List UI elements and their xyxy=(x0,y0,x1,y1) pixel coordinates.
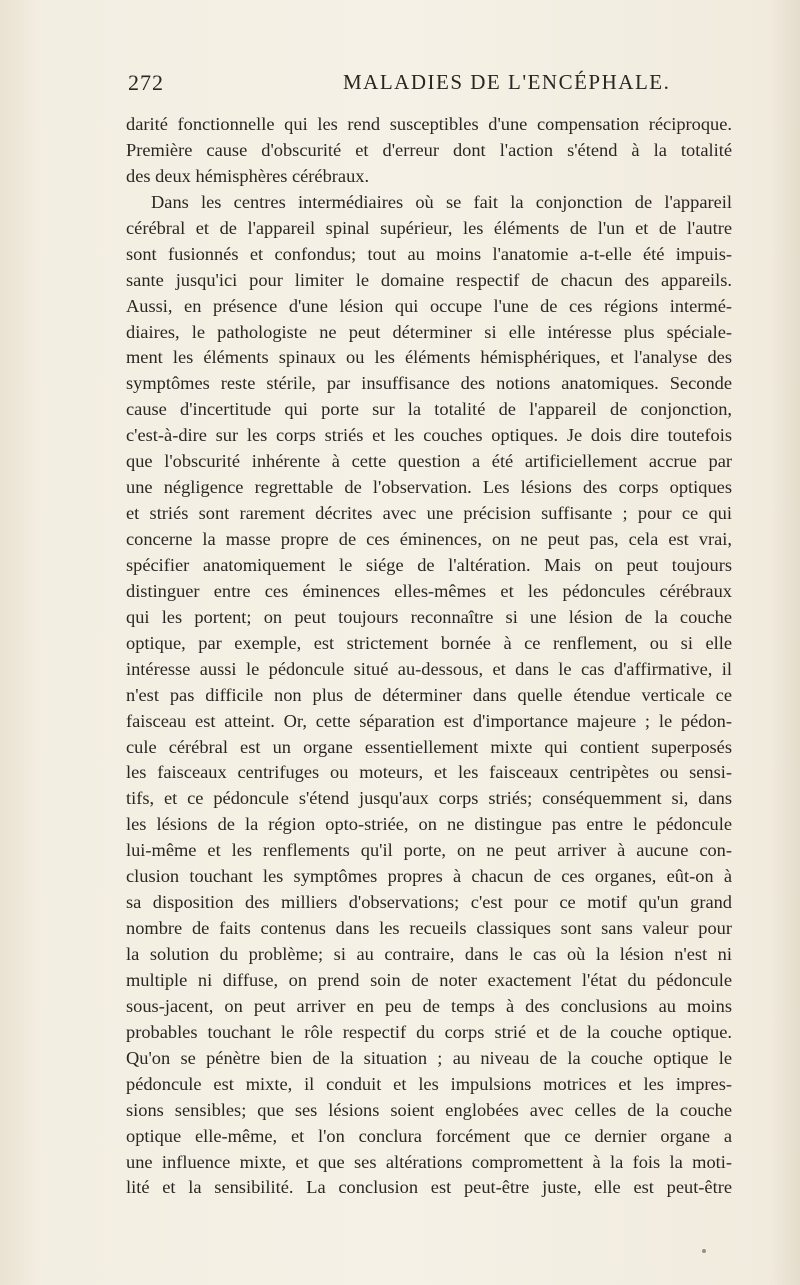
text-line: cause d'incertitude qui porte sur la totalité de l'appareil de conjonction, xyxy=(126,399,732,420)
text-line: cule cérébral est un organe essentiellement mixte qui contient superposés xyxy=(126,736,732,757)
text-line: des deux hémisphères cérébraux. xyxy=(126,165,370,186)
ink-speck xyxy=(702,1249,706,1253)
text-line: sous-jacent, on peut arriver en peu de temps à des conclusions au moins xyxy=(126,995,732,1016)
text-line: sions sensibles; que ses lésions soient englobées avec celles de la couche xyxy=(126,1099,732,1120)
text-line: ment les éléments spinaux ou les éléments hémisphériques, et l'analyse des xyxy=(126,347,732,368)
body-text xyxy=(126,112,732,1201)
text-line: optique, par exemple, est strictement bornée à ce renflement, ou si elle xyxy=(126,632,732,653)
text-line: nombre de faits contenus dans les recueils classiques sont sans valeur pour xyxy=(126,918,732,939)
text-line: spécifier anatomiquement le siége de l'altération. Mais on peut toujours xyxy=(126,554,732,575)
text-line: cérébral et de l'appareil spinal supérieur, les éléments de l'un et de l'autre xyxy=(126,217,732,238)
text-line: Dans les centres intermédiaires où se fait la conjonction de l'appareil xyxy=(151,191,732,212)
text-line: que l'obscurité inhérente à cette question a été artificiellement accrue par xyxy=(126,451,732,472)
text-line: symptômes reste stérile, par insuffisance des notions anatomiques. Seconde xyxy=(126,373,732,394)
text-line: une négligence regrettable de l'observation. Les lésions des corps optiques xyxy=(126,477,732,498)
text-line: distinguer entre ces éminences elles-mêmes et les pédoncules cérébraux xyxy=(126,580,732,601)
text-line: faisceau est atteint. Or, cette séparation est d'importance majeure ; le pédon- xyxy=(126,710,732,731)
page-number: 272 xyxy=(128,70,164,95)
text-line: probables touchant le rôle respectif du corps strié et de la couche optique. xyxy=(126,1021,732,1042)
text-line: optique elle-même, et l'on conclura forcément que ce dernier organe a xyxy=(126,1125,732,1146)
text-line: concerne la masse propre de ces éminences, on ne peut pas, cela est vrai, xyxy=(126,529,732,549)
text-line: tifs, et ce pédoncule s'étend jusqu'aux corps striés; conséquemment si, dans xyxy=(126,788,732,809)
text-line: multiple ni diffuse, on prend soin de noter exactement l'état du pédoncule xyxy=(126,969,732,990)
text-line: la solution du problème; si au contraire, dans le cas où la lésion n'est ni xyxy=(126,944,732,964)
text-line: les lésions de la région opto-striée, on ne distingue pas entre le pédoncule xyxy=(126,814,732,835)
text-line: sont fusionnés et confondus; tout au moins l'anatomie a-t-elle été impuis- xyxy=(126,243,732,264)
text-line: les faisceaux centrifuges ou moteurs, et les faisceaux centripètes ou sensi- xyxy=(126,762,732,783)
text-line: pédoncule est mixte, il conduit et les impulsions motrices et les impres- xyxy=(126,1073,732,1094)
text-line: Aussi, en présence d'une lésion qui occupe l'une de ces régions intermé- xyxy=(126,295,732,316)
text-line: n'est pas difficile non plus de déterminer dans quelle étendue verticale ce xyxy=(126,684,732,705)
text-line: lui-même et les renflements qu'il porte, on ne peut arriver à aucune con- xyxy=(126,840,732,861)
running-head: MALADIES DE L'ENCÉPHALE. xyxy=(343,70,671,94)
text-line: clusion touchant les symptômes propres à chacun de ces organes, eût-on à xyxy=(126,866,732,887)
text-line: intéresse aussi le pédoncule situé au-dessous, et dans le cas d'affirmative, il xyxy=(126,658,732,679)
text-line: sante jusqu'ici pour limiter le domaine respectif de chacun des appareils. xyxy=(126,269,732,290)
text-line: diaires, le pathologiste ne peut déterminer si elle intéresse plus spéciale- xyxy=(126,321,732,342)
page-header xyxy=(128,70,728,100)
text-line: darité fonctionnelle qui les rend susceptibles d'une compensation réciproque. xyxy=(126,114,732,134)
text-line: Qu'on se pénètre bien de la situation ; au niveau de la couche optique le xyxy=(126,1047,732,1068)
text-line: qui les portent; on peut toujours reconnaître si une lésion de la couche xyxy=(126,606,732,627)
text-line: et striés sont rarement décrites avec une précision suffisante ; pour ce qui xyxy=(126,503,732,524)
text-line: c'est-à-dire sur les corps striés et les couches optiques. Je dois dire toutefois xyxy=(126,425,732,446)
text-line: sa disposition des milliers d'observations; c'est pour ce motif qu'un grand xyxy=(126,892,732,913)
text-line: une influence mixte, et que ses altérations compromettent à la fois la moti- xyxy=(126,1151,732,1172)
text-line: Première cause d'obscurité et d'erreur dont l'action s'étend à la totalité xyxy=(126,139,732,160)
text-line: lité et la sensibilité. La conclusion est peut-être juste, elle est peut-être xyxy=(126,1177,732,1198)
